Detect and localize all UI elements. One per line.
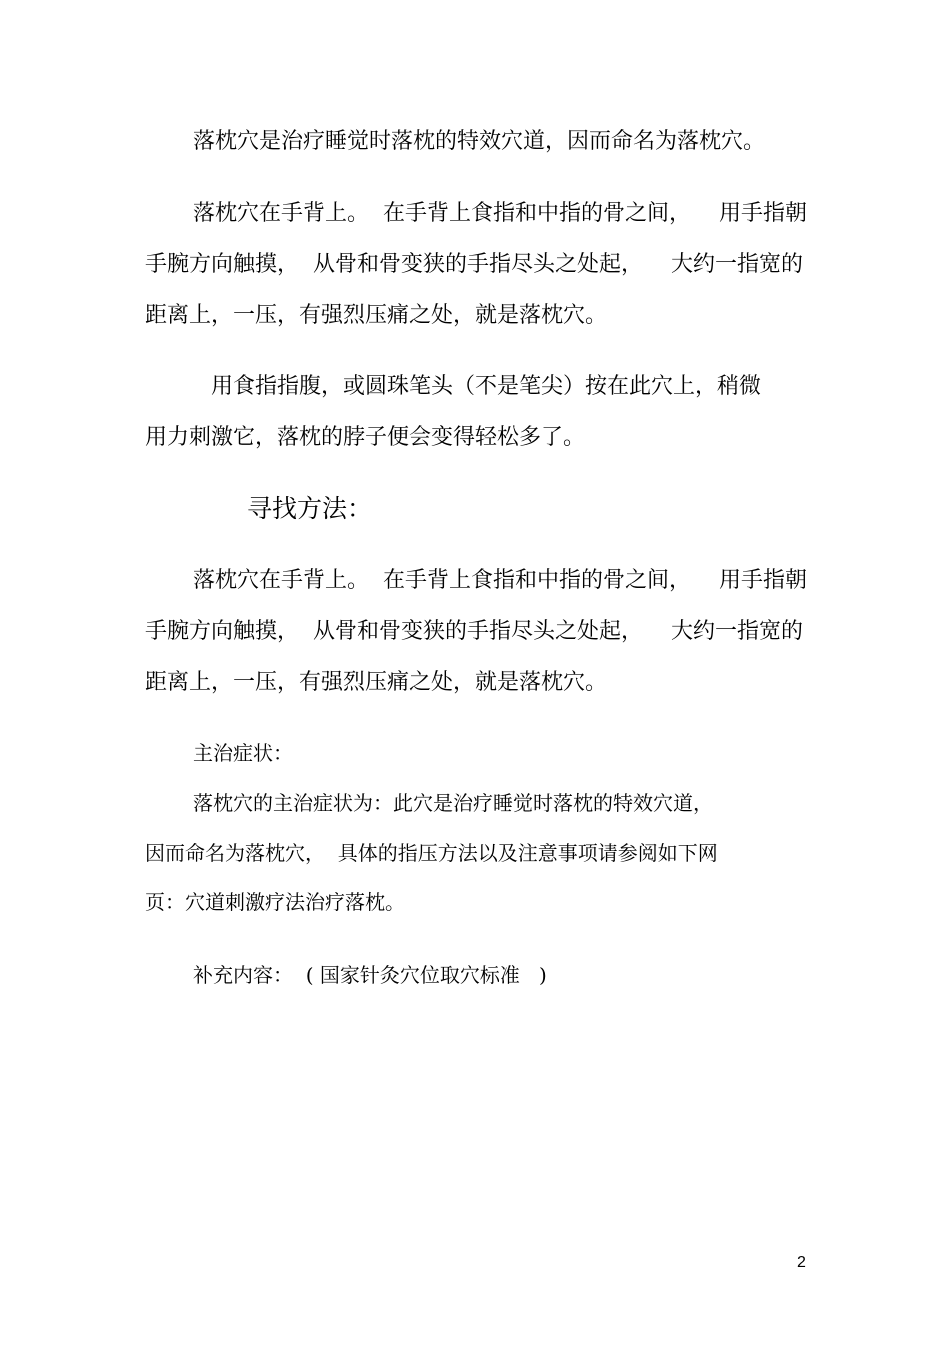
paragraph-line: 用食指指腹，或圆珠笔头（不是笔尖）按在此穴上，稍微 <box>211 374 762 399</box>
paragraph-line: 落枕穴的主治症状为：此穴是治疗睡觉时落枕的特效穴道， <box>193 791 713 815</box>
find-method-heading: 寻找方法： <box>247 494 373 523</box>
symptoms-heading: 主治症状： <box>193 741 293 765</box>
paragraph-line: 手腕方向触摸， 从骨和骨变狭的手指尽头之处起， 大约一指宽的 <box>145 619 803 644</box>
paragraph-line: 距离上，一压，有强烈压痛之处，就是落枕穴。 <box>145 303 608 328</box>
paragraph-line: 用力刺激它，落枕的脖子便会变得轻松多了。 <box>145 425 586 450</box>
intro-paragraph: 落枕穴是治疗睡觉时落枕的特效穴道，因而命名为落枕穴。 <box>193 129 766 154</box>
paragraph-line: 因而命名为落枕穴， 具体的指压方法以及注意事项请参阅如下网 <box>145 841 718 865</box>
page-number: 2 <box>797 1254 806 1271</box>
paragraph-line: 页：穴道刺激疗法治疗落枕。 <box>145 890 405 914</box>
supplement-line: 补充内容： ( 国家针灸穴位取穴标准 ) <box>193 963 547 987</box>
paragraph-line: 落枕穴在手背上。 在手背上食指和中指的骨之间， 用手指朝 <box>193 201 807 226</box>
paragraph-line: 距离上，一压，有强烈压痛之处，就是落枕穴。 <box>145 670 608 695</box>
paragraph-line: 落枕穴在手背上。 在手背上食指和中指的骨之间， 用手指朝 <box>193 568 807 593</box>
paragraph-line: 手腕方向触摸， 从骨和骨变狭的手指尽头之处起， 大约一指宽的 <box>145 252 803 277</box>
